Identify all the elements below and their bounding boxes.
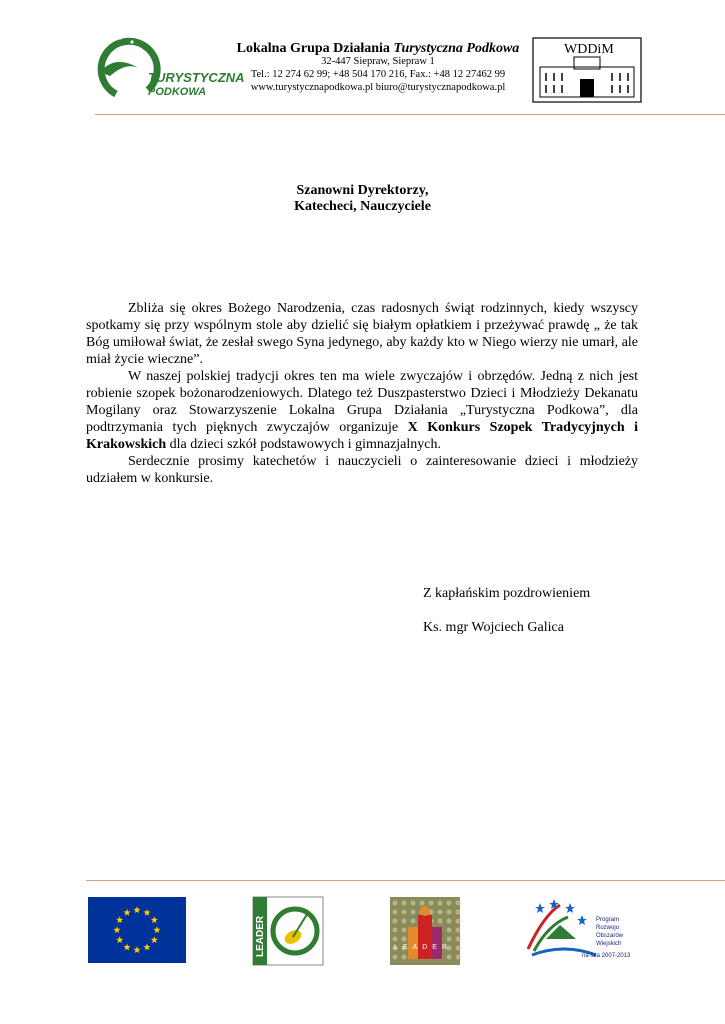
leader-text: LEADER (255, 915, 266, 957)
signature-block (423, 585, 590, 653)
prow-line3: Obszarów (596, 933, 624, 939)
wddim-text: WDDiM (564, 42, 614, 57)
organization-header (228, 42, 528, 94)
paragraph-2: W naszej polskiej tradycji okres ten ma wiele zwyczajów i obrzędów. Jedną z nich jest robienie szopek bożonarodzeniowych. Dlatego też Duszpasterstwo Dzieci i Młodzieży Dekanatu Mogilany oraz Stowarzyszenie Lokalna Grupa Działania „Turystyczna Podkowa”, dla podtrzymania tych pięknych zwyczajów organizuje X Konkurs Szopek Tradycyjnych i Krakowskich dla dzieci szkół podstawowych i gimnazjalnych. (86, 369, 639, 452)
leader-logo (253, 897, 323, 965)
closing: Z kapłańskim pozdrowieniem (423, 586, 591, 601)
logo-line1: TURYSTYCZNA (148, 70, 245, 85)
leader2-text: LEADER (394, 944, 453, 951)
signature: Ks. mgr Wojciech Galica (423, 620, 564, 635)
letter-body (86, 300, 638, 487)
header-rule (95, 114, 725, 115)
paragraph-1: Zbliża się okres Bożego Narodzenia, czas radosnych świąt rodzinnych, kiedy wszyscy spotkamy się przy wspólnym stole aby dzielić się białym opłatkiem i przeżywać prawdę „ że tak Bóg umiłował świat, że zesłał swego Syna jedynego, aby każdy kto w Niego wierzy nie umarł, ale miał życie wieczne”. (86, 301, 639, 367)
salutation-line2: Katecheci, Nauczyciele (294, 199, 431, 214)
logo-line2: PODKOWA (148, 86, 207, 98)
wddim-logo (532, 37, 642, 103)
prow-line4: Wiejskich (596, 941, 622, 947)
paragraph-3: Serdecznie prosimy katechetów i nauczycieli o zainteresowanie dzieci i młodzieży udziałem w konkursie. (86, 454, 639, 486)
footer-rule (86, 880, 725, 881)
prow-line1: Program (596, 917, 620, 923)
org-phones: Tel.: 12 274 62 99; +48 504 170 216, Fax.: +48 12 27462 99 (250, 69, 506, 80)
prow-logo (524, 895, 636, 965)
leader-program-logo (390, 897, 460, 965)
salutation (0, 183, 725, 215)
eu-flag-logo (88, 897, 186, 963)
org-web-email: www.turystycznapodkowa.pl biuro@turystycznapodkowa.pl (250, 82, 506, 93)
org-title: Lokalna Grupa Działania Turystyczna Podkowa (236, 41, 520, 56)
prow-line5: na lata 2007-2013 (582, 953, 631, 959)
org-address: 32-447 Siepraw, Siepraw 1 (321, 56, 435, 67)
contest-name: X Konkurs Szopek Tradycyjnych i Krakowskich (86, 420, 639, 452)
prow-line2: Rozwoju (596, 925, 620, 931)
salutation-line1: Szanowni Dyrektorzy, (296, 183, 429, 198)
turystyczna-podkowa-logo (86, 32, 245, 102)
